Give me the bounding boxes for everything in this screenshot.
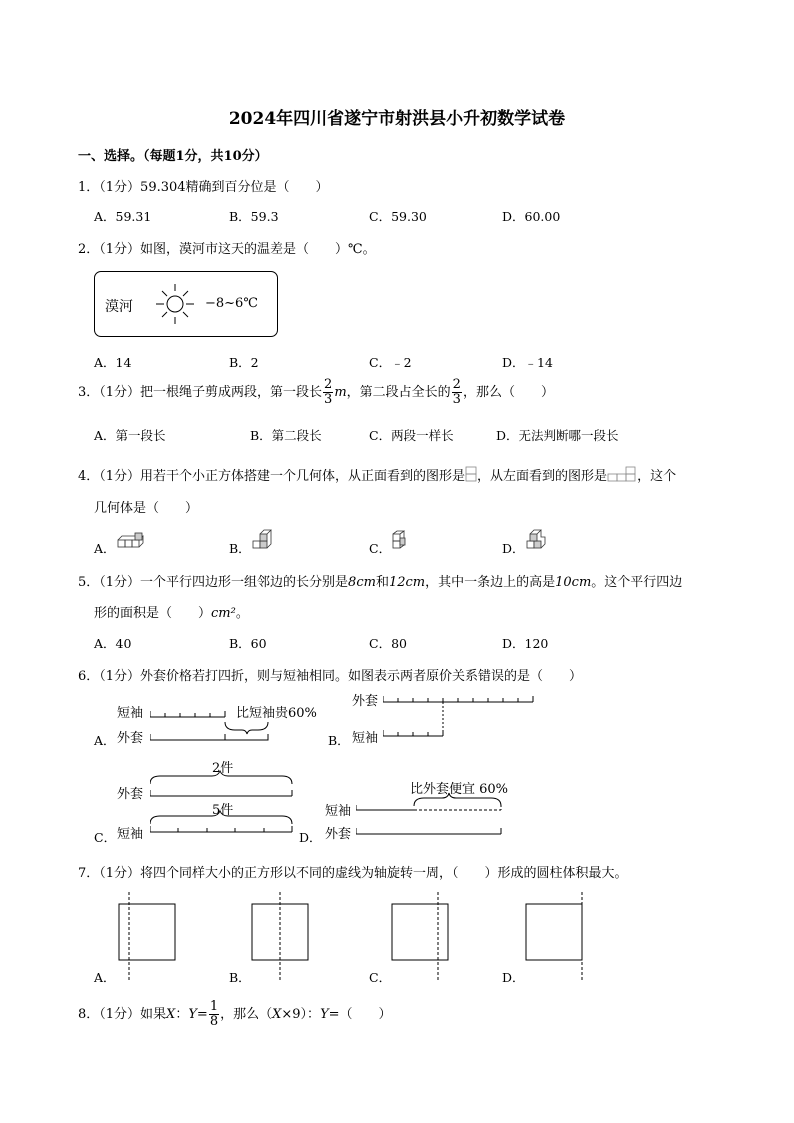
sun-icon (155, 282, 195, 326)
q4-option-b[interactable]: B． (229, 541, 251, 556)
q8-colon: ： (175, 1007, 189, 1022)
length-value: 12cm (388, 575, 426, 590)
q5-text-1: 5．（1分）一个平行四边形一组邻边的长分别是 (78, 575, 349, 590)
cube-shape-a-icon (116, 532, 144, 550)
height-value: 10cm (555, 575, 592, 590)
question-5-line2 (94, 602, 249, 621)
q2-option-a[interactable]: A．14 (94, 355, 132, 370)
q6-option-b[interactable]: B． (328, 733, 350, 748)
q2-option-d[interactable]: D．﹣14 (502, 355, 553, 370)
q6-option-c[interactable]: C． (94, 830, 117, 845)
square-axis-c-icon (388, 890, 458, 982)
square-axis-b-icon (248, 890, 318, 982)
temperature-card (94, 271, 278, 337)
fraction (209, 1000, 219, 1029)
q1-option-b[interactable]: B．59.3 (229, 209, 279, 224)
unit: m (334, 385, 347, 400)
fraction-numerator: 2 (324, 377, 333, 392)
d-short-label: 短袖 (325, 804, 352, 819)
question-4-line2: 几何体是（ ） (94, 501, 199, 516)
q7-option-d[interactable]: D． (502, 970, 525, 985)
q8-text-1: 8．（1分）如果 (78, 1007, 167, 1022)
q2-option-c[interactable]: C．﹣2 (369, 355, 412, 370)
fraction-denominator: 8 (209, 1014, 219, 1029)
q5-text-2: ，其中一条边上的高是 (425, 575, 556, 590)
square-axis-a-icon (115, 890, 185, 982)
q5-option-b[interactable]: B．60 (229, 636, 267, 651)
temp-range: −8~6℃ (205, 296, 258, 311)
cube-shape-d-icon (524, 528, 546, 550)
area-unit: cm² (211, 606, 236, 621)
var-x: X (166, 1007, 176, 1022)
q2-option-b[interactable]: B．2 (229, 355, 259, 370)
q7-option-c[interactable]: C． (369, 970, 392, 985)
question-8 (78, 1000, 392, 1029)
c-five-label: 5件 (212, 803, 234, 818)
q4-text-2: ，从左面看到的图形是 (477, 469, 608, 484)
question-3 (78, 378, 554, 407)
q5-text-4: 形的面积是（ ） (94, 606, 212, 621)
b-short-label: 短袖 (352, 731, 379, 746)
question-4 (78, 465, 676, 484)
q3-text-2: ，第二段占全长的 (346, 385, 451, 400)
question-5 (78, 571, 682, 590)
square-axis-d-icon (522, 890, 592, 982)
q7-option-a[interactable]: A． (94, 970, 116, 985)
a-bar-diagram (150, 700, 275, 745)
fraction-numerator: 2 (452, 377, 461, 392)
q5-option-a[interactable]: A．40 (94, 636, 132, 651)
a-note: 比短袖贵60% (236, 706, 317, 721)
q3-option-b[interactable]: B．第二段长 (250, 428, 322, 443)
q8-times: ×9）： (281, 1007, 321, 1022)
c-two-label: 2件 (212, 761, 234, 776)
cube-shape-c-icon (390, 530, 410, 550)
q5-option-c[interactable]: C．80 (369, 636, 407, 651)
q5-text-5: 。 (235, 606, 249, 621)
var-x: X (272, 1007, 282, 1022)
section-heading: 一、选择。（每题1分，共10分） (78, 149, 268, 164)
front-view-icon (465, 466, 477, 482)
page-title: 2024年四川省遂宁市射洪县小升初数学试卷 (228, 109, 566, 129)
cube-shape-b-icon (250, 528, 272, 550)
q4-text-1: 4．（1分）用若干个小正方体搭建一个几何体，从正面看到的图形是 (78, 469, 466, 484)
q8-equals: = (196, 1007, 208, 1022)
c-bar-diagram (150, 770, 300, 840)
question-1: 1．（1分）59.304精确到百分位是（ ） (78, 180, 329, 195)
b-bar-diagram (383, 690, 538, 740)
q1-option-c[interactable]: C．59.30 (369, 209, 427, 224)
var-y: Y (320, 1007, 329, 1022)
q3-option-d[interactable]: D．无法判断哪一段长 (496, 428, 619, 443)
q4-option-a[interactable]: A． (94, 541, 116, 556)
q3-option-a[interactable]: A．第一段长 (94, 428, 166, 443)
q5-conjunction: 和 (375, 575, 389, 590)
c-short-label: 短袖 (117, 827, 144, 842)
question-2: 2．（1分）如图，漠河市这天的温差是（ ）℃。 (78, 242, 376, 257)
length-value: 8cm (348, 575, 376, 590)
q3-text-3: ，那么（ ） (462, 385, 554, 400)
q8-text-2: ，那么（ (220, 1007, 273, 1022)
d-bar-diagram (356, 792, 506, 840)
d-note: 比外套便宜 60% (410, 782, 509, 797)
fraction-numerator: 1 (209, 999, 219, 1014)
q8-text-3: =（ ） (328, 1007, 392, 1022)
q6-option-a[interactable]: A． (94, 733, 116, 748)
b-coat-label: 外套 (352, 694, 379, 709)
question-7: 7．（1分）将四个同样大小的正方形以不同的虚线为轴旋转一周，（ ）形成的圆柱体积最大。 (78, 866, 628, 881)
q7-option-b[interactable]: B． (229, 970, 251, 985)
q1-option-d[interactable]: D．60.00 (502, 209, 561, 224)
var-y: Y (188, 1007, 197, 1022)
left-view-icon (607, 466, 637, 482)
q3-option-c[interactable]: C．两段一样长 (369, 428, 454, 443)
q4-option-c[interactable]: C． (369, 541, 392, 556)
fraction (323, 378, 333, 407)
q4-option-d[interactable]: D． (502, 541, 525, 556)
fraction-denominator: 3 (452, 392, 461, 407)
q1-option-a[interactable]: A．59.31 (94, 209, 152, 224)
q6-option-d[interactable]: D． (299, 830, 322, 845)
city-label: 漠河 (105, 299, 133, 315)
q4-text-3: ，这个 (637, 469, 677, 484)
fraction-denominator: 3 (324, 392, 333, 407)
q3-text-1: 3．（1分）把一根绳子剪成两段，第一段长 (78, 385, 323, 400)
c-coat-label: 外套 (117, 787, 144, 802)
question-6: 6．（1分）外套价格若打四折，则与短袖相同。如图表示两者原价关系错误的是（ ） (78, 669, 583, 684)
a-short-label: 短袖 (117, 706, 144, 721)
q5-text-3: 。这个平行四边 (591, 575, 683, 590)
q5-option-d[interactable]: D．120 (502, 636, 549, 651)
fraction (452, 378, 462, 407)
a-coat-label: 外套 (117, 731, 144, 746)
d-coat-label: 外套 (325, 827, 352, 842)
